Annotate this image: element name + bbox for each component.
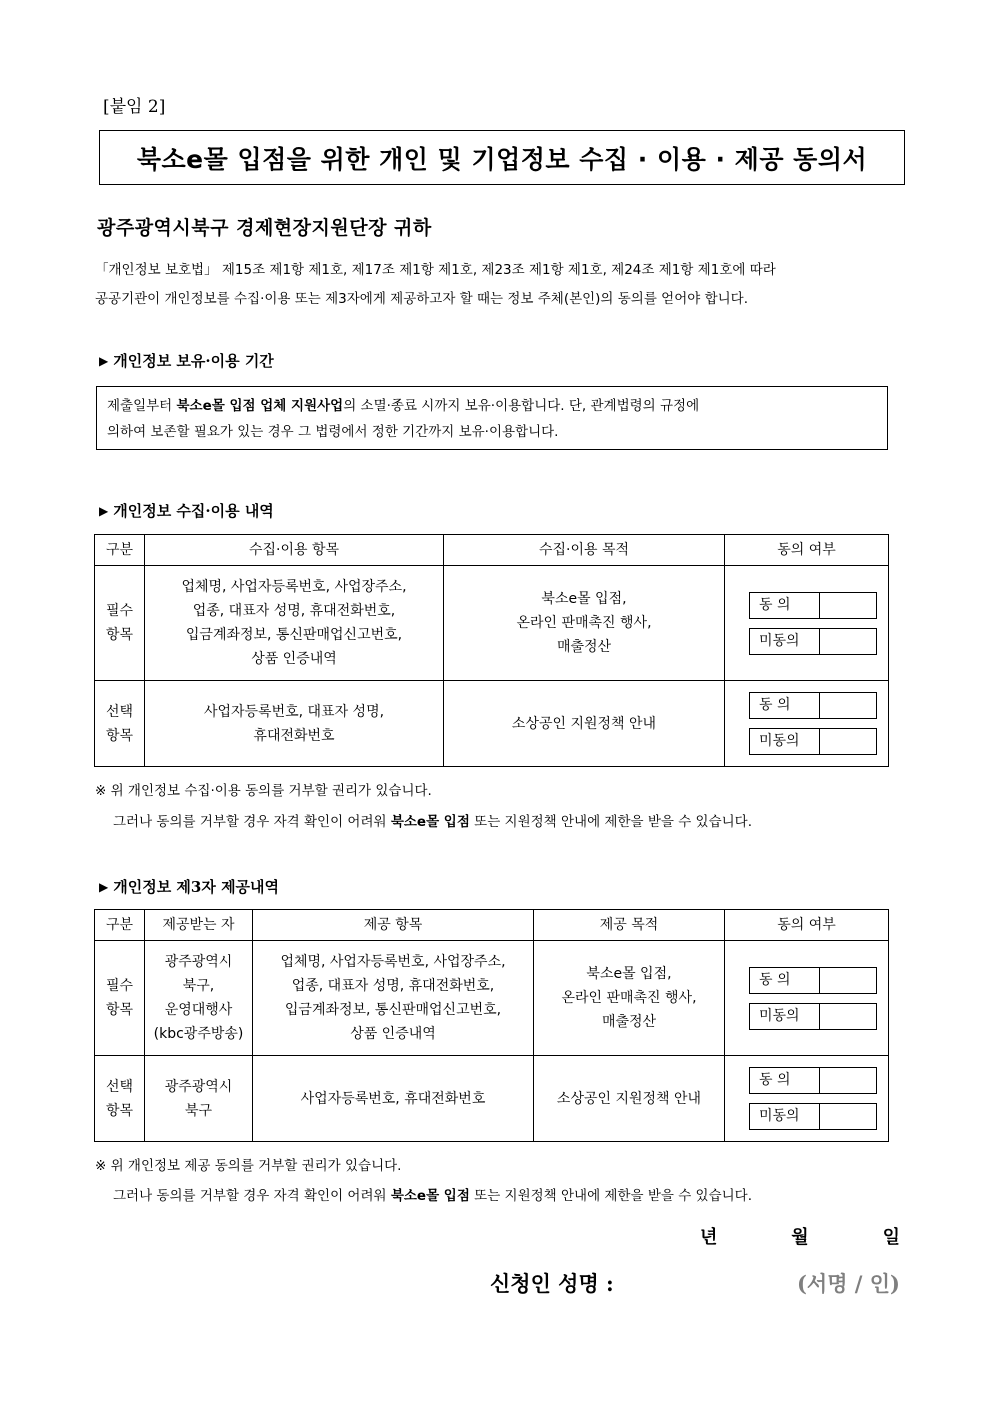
day-label: 일: [882, 1227, 900, 1248]
text: 입금계좌정보, 통신판매업신고번호,: [185, 627, 403, 643]
month-label: 월: [791, 1227, 809, 1248]
header-cell: 구분: [95, 910, 145, 941]
text: 매출정산: [601, 1014, 657, 1030]
check-area[interactable]: [820, 1004, 876, 1029]
category-cell: [95, 1056, 145, 1142]
agree-label: 동 의: [750, 1068, 820, 1093]
check-area[interactable]: [820, 729, 876, 754]
text: 개인정보: [113, 878, 177, 896]
text: 소상공인 지원정책 안내: [511, 715, 657, 732]
third-party-heading: [99, 876, 279, 897]
text: 북구: [184, 1102, 213, 1119]
items-cell: [253, 1056, 534, 1142]
triangle-bullet-icon: ▶: [99, 353, 109, 368]
text: 북소e몰 입점,: [541, 591, 627, 607]
header-cell: 동의 여부: [725, 535, 889, 566]
agree-label: 동 의: [750, 693, 820, 718]
consent-cell: [725, 941, 889, 1056]
purpose-cell: [534, 1056, 725, 1142]
disagree-label: 미동의: [750, 729, 820, 754]
header-cell: 수집·이용 목적: [444, 535, 725, 566]
text: 온라인 판매촉진 행사,: [561, 990, 697, 1006]
text: 상품 인증내역: [251, 651, 337, 667]
section-heading-text: 개인정보 보유·이용 기간: [113, 352, 274, 370]
text: 업체명, 사업자등록번호, 사업장주소,: [280, 954, 506, 970]
category-cell: [95, 681, 145, 767]
items-cell: [253, 941, 534, 1056]
text: 선택: [105, 1078, 134, 1095]
applicant-name-label: 신청인 성명 :: [490, 1271, 614, 1296]
title-box: [99, 130, 905, 185]
text: 운영대행사: [164, 1002, 233, 1018]
table-row: [95, 941, 889, 1056]
check-area[interactable]: [820, 968, 876, 993]
items-cell: [145, 681, 444, 767]
table-row: [95, 1056, 889, 1142]
check-area[interactable]: [820, 629, 876, 654]
retention-heading: [99, 350, 274, 371]
disagree-checkbox[interactable]: [749, 1103, 877, 1130]
agree-label: 동 의: [750, 968, 820, 993]
disagree-label: 미동의: [750, 1004, 820, 1029]
bold-text: 북소e몰 입점 업체 지원사업: [176, 398, 344, 414]
section-heading-text: [113, 876, 279, 897]
table-header-row: [95, 910, 889, 941]
disagree-checkbox[interactable]: [749, 728, 877, 755]
retention-line: 의하여 보존할 필요가 있는 경우 그 법령에서 정한 기간까지 보유·이용합니다.: [107, 424, 559, 440]
category-cell: [95, 941, 145, 1056]
text: 사업자등록번호, 대표자 성명,: [203, 703, 385, 720]
intro-line: 「개인정보 보호법」 제15조 제1항 제1호, 제17조 제1항 제1호, 제23조 제1항 제1호, 제24조 제1항 제1호에 따라: [95, 262, 776, 278]
bold-text: 북소e몰 입점: [390, 814, 470, 830]
text: 광주광역시: [164, 1078, 233, 1095]
bold-text: 북소e몰 입점: [390, 1188, 470, 1204]
items-cell: [145, 566, 444, 681]
text: 그러나 동의를 거부할 경우 자격 확인이 어려워: [113, 814, 391, 830]
addressee: 광주광역시북구 경제현장지원단장 귀하: [97, 217, 432, 239]
disagree-checkbox[interactable]: [749, 628, 877, 655]
text: 북소e몰 입점,: [586, 966, 672, 982]
attachment-label: [붙임 2]: [103, 97, 166, 117]
header-cell: 구분: [95, 535, 145, 566]
signature-seal-field[interactable]: (서명 / 인): [796, 1271, 900, 1296]
triangle-bullet-icon: ▶: [99, 503, 109, 518]
category-cell: [95, 566, 145, 681]
text: 항목: [105, 727, 134, 744]
header-cell: 제공받는 자: [145, 910, 253, 941]
agree-checkbox[interactable]: [749, 967, 877, 994]
agree-label: 동 의: [750, 593, 820, 618]
intro-line: 공공기관이 개인정보를 수집·이용 또는 제3자에게 제공하고자 할 때는 정보 주체(본인)의 동의를 얻어야 합니다.: [95, 291, 749, 307]
agree-checkbox[interactable]: [749, 592, 877, 619]
text: 소상공인 지원정책 안내: [556, 1090, 702, 1107]
intro-paragraph: [95, 256, 905, 314]
text: 의 소멸·종료 시까지 보유·이용합니다. 단, 관계법령의 규정에: [343, 398, 700, 414]
consent-cell: [725, 681, 889, 767]
year-label: 년: [700, 1227, 718, 1248]
check-area[interactable]: [820, 1068, 876, 1093]
collection-heading: [99, 500, 274, 521]
text: 선택: [105, 703, 134, 720]
third-party-note: [113, 1182, 752, 1210]
disagree-label: 미동의: [750, 1104, 820, 1129]
text: 휴대전화번호: [253, 727, 335, 744]
header-cell: 제공 항목: [253, 910, 534, 941]
text: 상품 인증내역: [350, 1026, 436, 1042]
text: 필수: [105, 978, 134, 994]
text: 제공내역: [215, 878, 280, 896]
text: 업종, 대표자 성명, 휴대전화번호,: [291, 978, 495, 994]
recipient-cell: [145, 1056, 253, 1142]
text: 항목: [105, 627, 134, 643]
document-title: 북소e몰 입점을 위한 개인 및 기업정보 수집 · 이용 · 제공 동의서: [136, 144, 868, 174]
text: 온라인 판매촉진 행사,: [516, 615, 652, 631]
disagree-label: 미동의: [750, 629, 820, 654]
text: 필수: [105, 603, 134, 619]
text: 업체명, 사업자등록번호, 사업장주소,: [181, 579, 407, 595]
collection-note: ※ 위 개인정보 수집·이용 동의를 거부할 권리가 있습니다.: [95, 783, 432, 799]
text: 또는 지원정책 안내에 제한을 받을 수 있습니다.: [469, 814, 752, 830]
header-cell: 수집·이용 항목: [145, 535, 444, 566]
retention-box: [96, 386, 888, 450]
text: 항목: [105, 1102, 134, 1119]
check-area[interactable]: [820, 1104, 876, 1129]
header-cell: 동의 여부: [725, 910, 889, 941]
agree-checkbox[interactable]: [749, 1067, 877, 1094]
check-area[interactable]: [820, 693, 876, 718]
signature-line: [490, 1268, 900, 1298]
text: (kbc광주방송): [153, 1026, 244, 1042]
collection-note: [113, 808, 752, 836]
text: 사업자등록번호, 휴대전화번호: [300, 1090, 486, 1107]
consent-cell: [725, 566, 889, 681]
section-heading-text: 개인정보 수집·이용 내역: [113, 502, 274, 520]
consent-cell: [725, 1056, 889, 1142]
purpose-cell: [444, 566, 725, 681]
text: 북구,: [182, 978, 215, 994]
disagree-checkbox[interactable]: [749, 1003, 877, 1030]
header-cell: 제공 목적: [534, 910, 725, 941]
text: 항목: [105, 1002, 134, 1018]
text: 제3자: [176, 878, 216, 896]
recipient-cell: [145, 941, 253, 1056]
check-area[interactable]: [820, 593, 876, 618]
date-line: [700, 1223, 900, 1249]
retention-line: [107, 393, 877, 419]
text: 광주광역시: [164, 954, 233, 970]
text: 그러나 동의를 거부할 경우 자격 확인이 어려워: [113, 1188, 391, 1204]
table-row: [95, 566, 889, 681]
table-header-row: [95, 535, 889, 566]
text: 매출정산: [556, 639, 612, 655]
third-party-note: ※ 위 개인정보 제공 동의를 거부할 권리가 있습니다.: [95, 1158, 402, 1174]
text: 또는 지원정책 안내에 제한을 받을 수 있습니다.: [469, 1188, 752, 1204]
table-row: [95, 681, 889, 767]
agree-checkbox[interactable]: [749, 692, 877, 719]
purpose-cell: [444, 681, 725, 767]
text: 업종, 대표자 성명, 휴대전화번호,: [192, 603, 396, 619]
collection-table: [94, 534, 889, 767]
text: 입금계좌정보, 통신판매업신고번호,: [284, 1002, 502, 1018]
text: 제출일부터: [107, 398, 177, 414]
third-party-table: [94, 909, 889, 1142]
triangle-bullet-icon: ▶: [99, 879, 109, 894]
purpose-cell: [534, 941, 725, 1056]
